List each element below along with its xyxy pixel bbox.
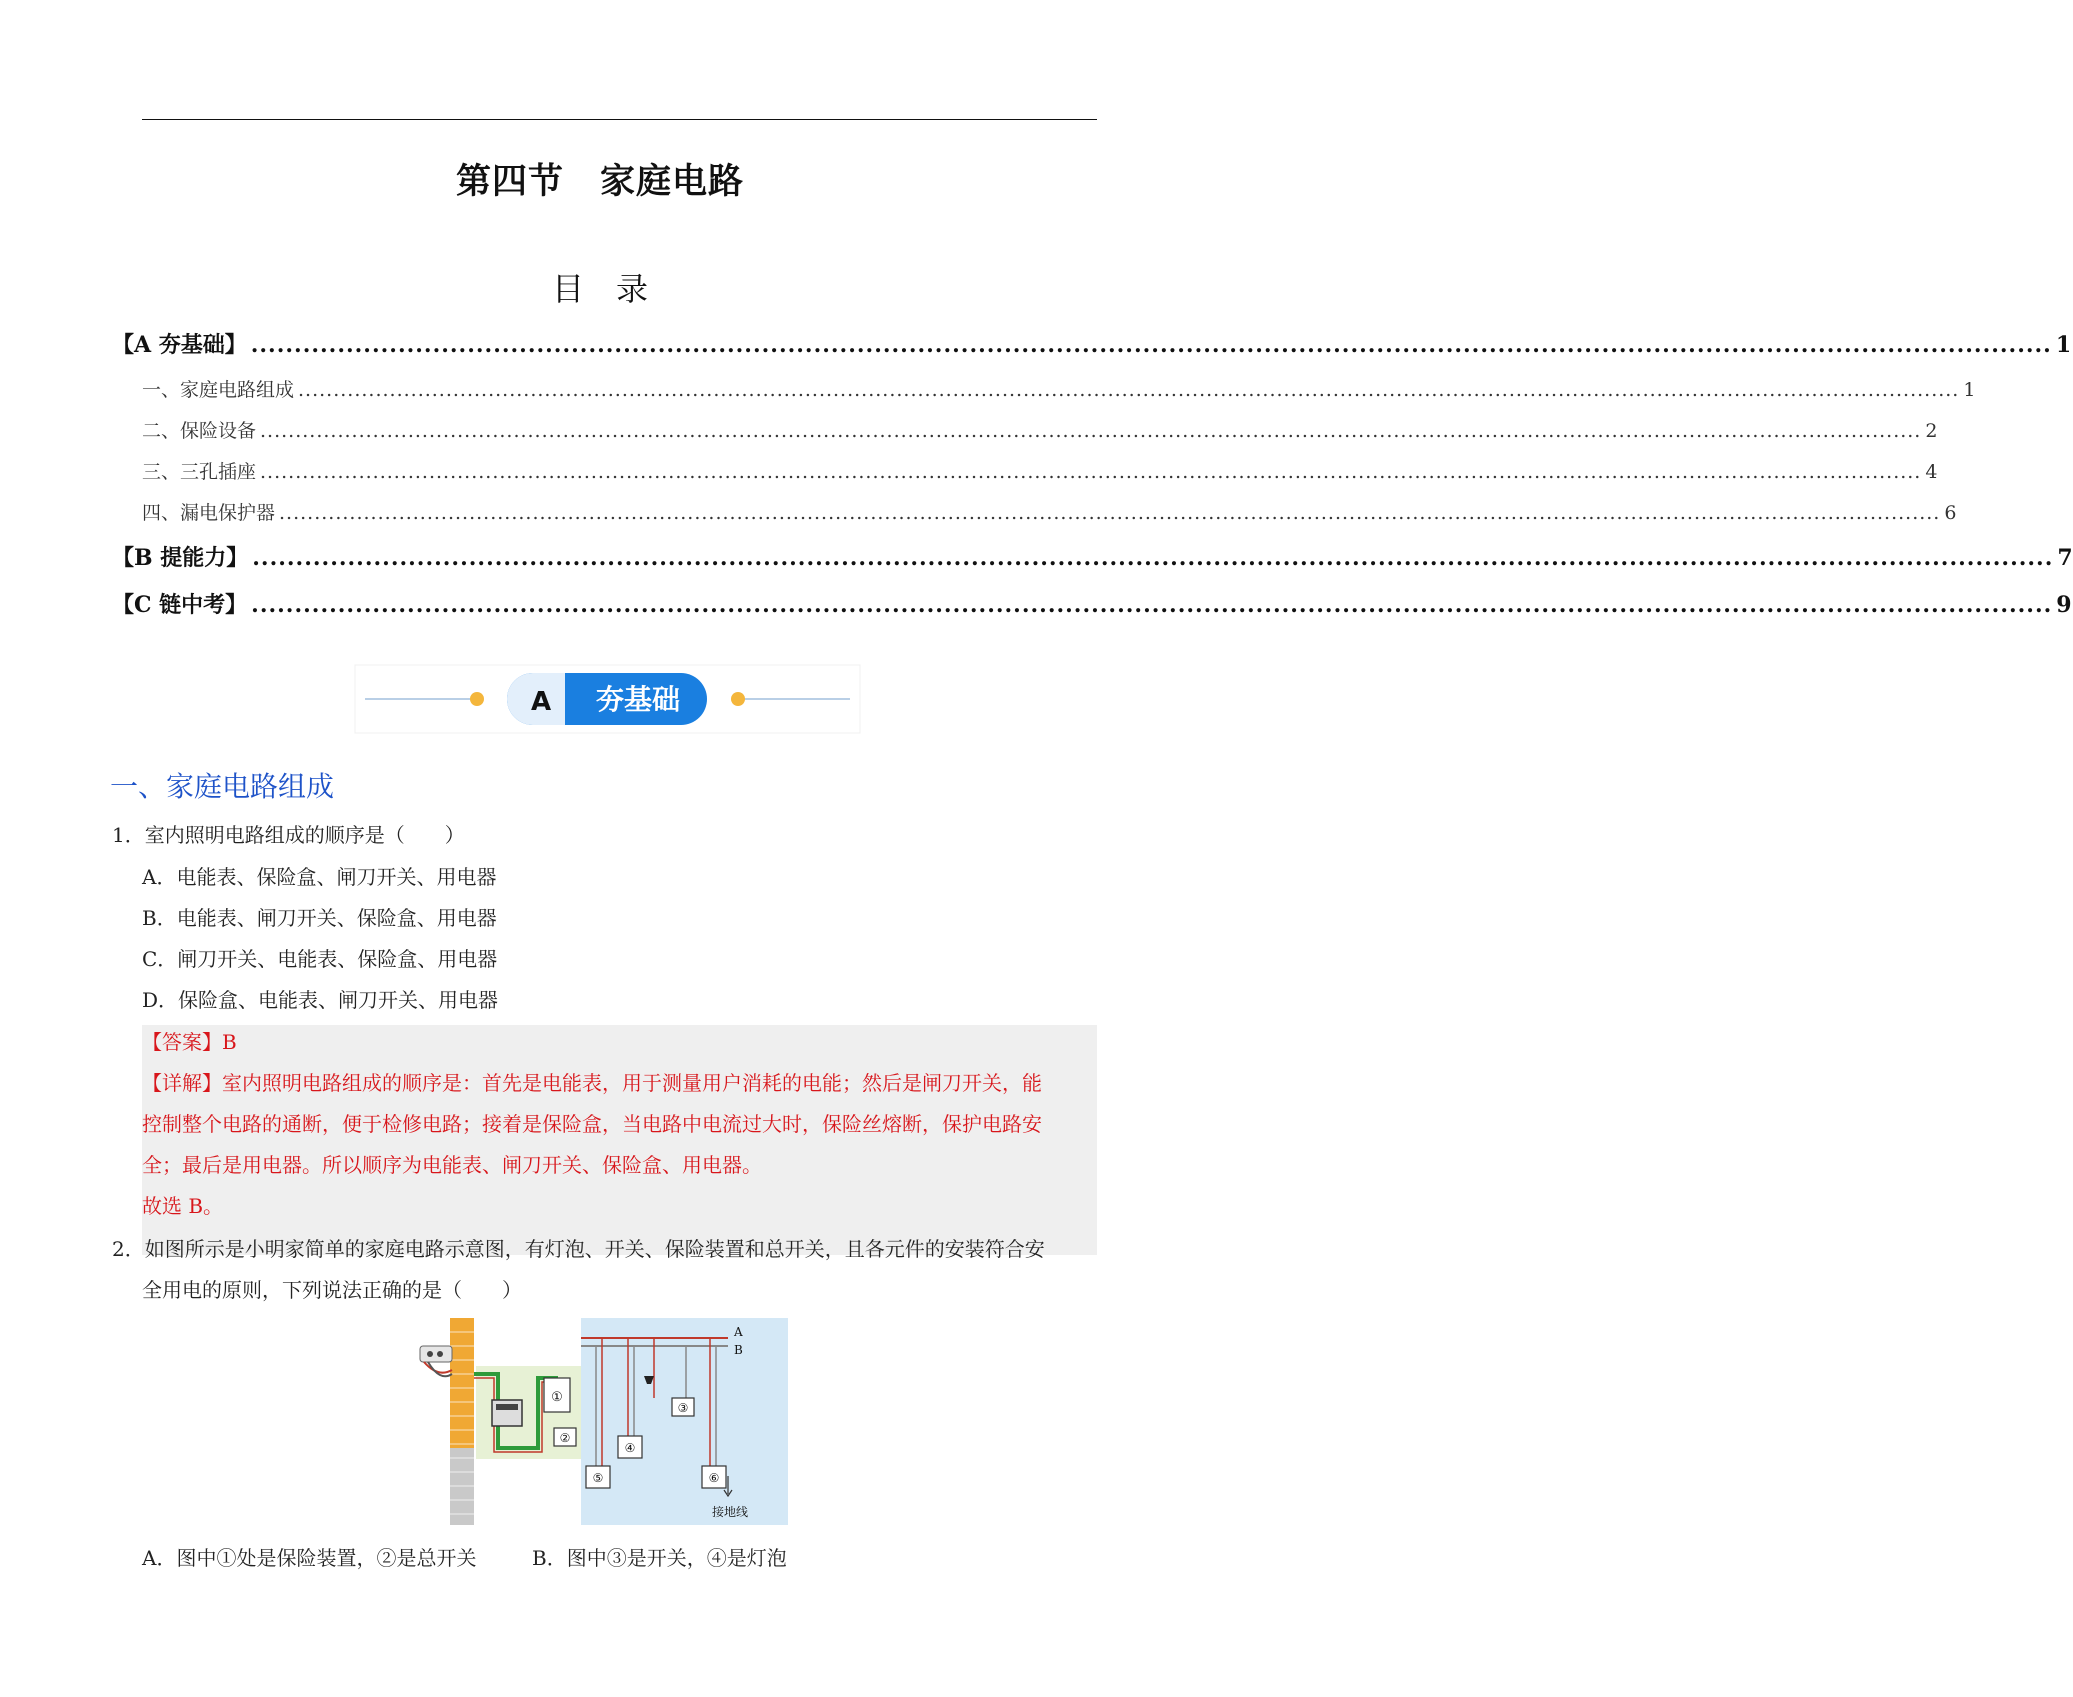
q2-stem-line1: 2．如图所示是小明家简单的家庭电路示意图，有灯泡、开关、保险装置和总开关，且各元件的安装符合安: [112, 1237, 1045, 1261]
toc-entry-a[interactable]: [112, 328, 2072, 359]
toc-dot-leader: ............................................................................................................................................................................................................................................: [260, 461, 1922, 483]
diagram-label-a: A: [734, 1325, 743, 1339]
q1-explanation-line2: 控制整个电路的通断，便于检修电路；接着是保险盒，当电路中电流过大时，保险丝熔断，保护电路安: [142, 1112, 1042, 1136]
toc-dot-leader: ............................................................................................................................................................................................................................................: [298, 379, 1960, 401]
toc-entry-page: 6: [1944, 502, 1957, 524]
diagram-label-5: ⑤: [592, 1471, 604, 1485]
circuit-diagram: [418, 1318, 788, 1525]
toc-entry-label: 一、家庭电路组成: [142, 379, 295, 401]
toc-entry-page: 1: [1963, 379, 1976, 401]
q1-stem: 1．室内照明电路组成的顺序是（ ）: [112, 823, 465, 847]
section-banner: [355, 665, 860, 733]
diagram-label-1: ①: [551, 1390, 563, 1405]
toc-heading: 目 录: [551, 270, 648, 308]
q1-explanation-line1: 【详解】室内照明电路组成的顺序是：首先是电能表，用于测量用户消耗的电能；然后是闸刀开关，能: [142, 1071, 1042, 1095]
q2-option-b: B．图中③是开关，④是灯泡: [532, 1546, 787, 1570]
toc-entry-page: 7: [2057, 545, 2073, 571]
diagram-label-b: B: [734, 1343, 743, 1357]
toc-dot-leader: ................................................................................................................................................................................................................: [252, 545, 2054, 571]
q1-option-b: B．电能表、闸刀开关、保险盒、用电器: [142, 906, 497, 930]
banner-text: 夯基础: [595, 683, 681, 716]
header-rule: [142, 119, 1097, 120]
section-heading: 一、家庭电路组成: [110, 770, 335, 803]
page-title: 第四节 家庭电路: [455, 162, 744, 202]
toc-entry-b[interactable]: [112, 541, 2073, 572]
toc-entry-page: 2: [1925, 420, 1938, 442]
toc-entry-page: 9: [2056, 592, 2072, 618]
banner-dot-right-icon: [731, 692, 745, 706]
toc-entry-label: 三、三孔插座: [142, 461, 257, 483]
toc-entry-label: 二、保险设备: [142, 420, 257, 442]
toc-entry-page: 1: [2055, 332, 2072, 358]
toc-entry-label: 【B 提能力】: [112, 545, 249, 571]
diagram-label-6: ⑥: [708, 1471, 720, 1485]
toc-dot-leader: ................................................................................................................................................................................................................: [250, 332, 2052, 358]
q1-option-a: A．电能表、保险盒、闸刀开关、用电器: [142, 865, 497, 889]
q2-option-a: A．图中①处是保险装置，②是总开关: [142, 1546, 477, 1570]
toc-dot-leader: ............................................................................................................................................................................................................................................: [260, 420, 1922, 442]
q1-option-d: D．保险盒、电能表、闸刀开关、用电器: [142, 988, 499, 1012]
diagram-label-4: ④: [624, 1441, 636, 1455]
diagram-label-ground: 接地线: [711, 1505, 749, 1519]
diagram-label-2: ②: [559, 1431, 571, 1445]
q1-answer: 【答案】B: [142, 1030, 237, 1054]
toc-entry-page: 4: [1925, 461, 1938, 483]
toc-entry-label: 【A 夯基础】: [112, 332, 247, 358]
toc-dot-leader: ............................................................................................................................................................................................................................................: [279, 502, 1941, 524]
toc-entry-4[interactable]: [142, 498, 1957, 525]
q2-stem-line2: 全用电的原则，下列说法正确的是（ ）: [142, 1278, 522, 1302]
toc-entry-label: 【C 链中考】: [112, 592, 248, 618]
q1-option-c: C．闸刀开关、电能表、保险盒、用电器: [142, 947, 498, 971]
toc-entry-3[interactable]: [142, 457, 1938, 484]
toc-entry-2[interactable]: [142, 416, 1938, 443]
q1-conclusion: 故选 B。: [142, 1194, 224, 1218]
banner-dot-left-icon: [470, 692, 484, 706]
diagram-label-3: ③: [677, 1401, 689, 1415]
banner-letter: A: [530, 687, 552, 717]
toc-dot-leader: ................................................................................................................................................................................................................: [251, 592, 2053, 618]
toc-entry-label: 四、漏电保护器: [142, 502, 276, 524]
toc-entry-c[interactable]: [112, 588, 2072, 619]
toc-entry-1[interactable]: [142, 375, 1976, 402]
q1-explanation-line3: 全；最后是用电器。所以顺序为电能表、闸刀开关、保险盒、用电器。: [142, 1153, 762, 1177]
